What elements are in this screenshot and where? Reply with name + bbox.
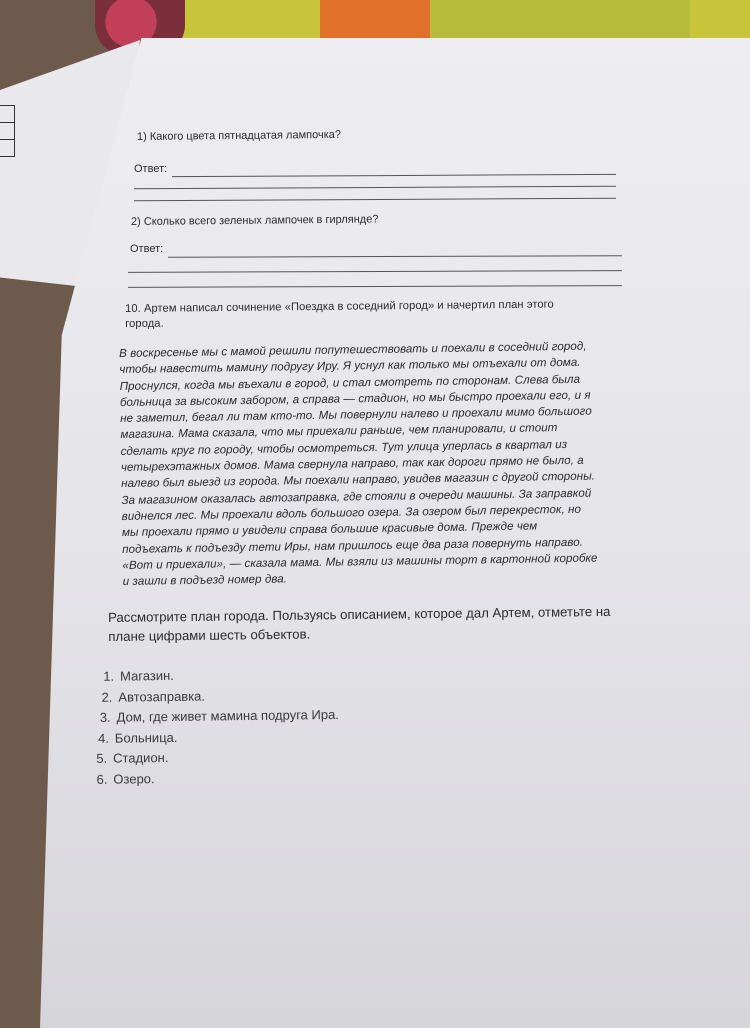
- story-text: [119, 339, 598, 591]
- answer-1-line[interactable]: [134, 198, 616, 202]
- list-item-label: Озеро.: [113, 770, 155, 787]
- story-line: не заметил, бегал ли там кто-то. Мы повернули налево и проехали мимо большого: [120, 404, 592, 426]
- task-10-heading: [125, 298, 554, 332]
- list-item-number: 5.: [96, 750, 108, 766]
- story-line: сделать круг по городу, чтобы осмотреться. Тут улица уперлась в квартал из: [120, 437, 568, 458]
- answer-1-label: Ответ:: [134, 163, 168, 175]
- list-item: [87, 766, 339, 790]
- story-line: четырехэтажных домов. Мама свернула направо, так как дороги прямо не было, а: [120, 453, 584, 475]
- list-item-label: Автозаправка.: [118, 688, 206, 705]
- story-line: «Вот и приехали», — сказала мама. Мы взяли из машины торт в картонной коробке: [122, 551, 598, 572]
- answer-1-line[interactable]: [134, 186, 616, 190]
- story-line: За магазином оказалась автозаправка, где стояли в очереди машины. За заправкой: [121, 486, 592, 507]
- objects-list: [86, 664, 340, 790]
- list-item-number: 4.: [97, 730, 109, 746]
- story-line: больница за высоким забором, а справа — стадион, но мы быстро проехали его, и я: [119, 388, 591, 409]
- question-2: 2) Сколько всего зеленых лампочек в гирлянде?: [130, 213, 379, 228]
- story-line: магазина. Мама сказала, что мы приехали раньше, чем планировали, и стоит: [120, 421, 558, 442]
- story-line: и зашли в подъезд номер два.: [122, 572, 288, 589]
- story-line: Проснулся, когда мы въехали в город, и стал смотреть по сторонам. Слева была: [119, 372, 581, 393]
- instruction-text: [108, 602, 611, 646]
- list-item-label: Магазин.: [120, 667, 174, 684]
- list-item: [87, 705, 339, 729]
- answer-2-line[interactable]: [168, 255, 622, 258]
- list-item-number: 2.: [101, 689, 113, 705]
- list-item-number: 1.: [103, 668, 115, 684]
- story-line: мы проехали прямо и увидели справа большие красивые дома. Прежде чем: [121, 519, 538, 540]
- list-item-number: 6.: [96, 771, 108, 787]
- story-line: подъехать к подъезду тети Иры, нам пришлось еще два раза повернуть направо.: [122, 535, 584, 556]
- story-line: чтобы навестить мамину подругу Иру. Я уснул как только мы отъехали от дома.: [119, 356, 581, 377]
- answer-2-line[interactable]: [128, 270, 622, 273]
- list-item-label: Дом, где живет мамина подруга Ира.: [116, 706, 339, 725]
- story-line: виднелся лес. Мы проехали вдоль большого озера. За озером был перекресток, но: [121, 502, 582, 523]
- instruction-line: плане цифрами шесть объектов.: [108, 626, 311, 644]
- instruction-line: Рассмотрите план города. Пользуясь описанием, которое дал Артем, отметьте на: [108, 603, 611, 625]
- question-1: 1) Какого цвета пятнадцатая лампочка?: [136, 128, 342, 143]
- answer-2-line[interactable]: [128, 285, 622, 288]
- story-line: налево был выезд из города. Мы поехали направо, увидев магазин с другой стороны.: [121, 469, 596, 491]
- list-item-label: Больница.: [114, 729, 178, 746]
- list-item-label: Стадион.: [113, 750, 169, 766]
- heading-line: города.: [125, 317, 164, 330]
- heading-line: 10. Артем написал сочинение «Поездка в соседний город» и начертил план этого: [125, 298, 554, 315]
- answer-1-line[interactable]: [172, 174, 616, 177]
- answer-2-label: Ответ:: [130, 243, 164, 255]
- story-line: В воскресенье мы с мамой решили попутешествовать и поехали в соседний город,: [119, 339, 587, 360]
- list-item-number: 3.: [99, 709, 111, 725]
